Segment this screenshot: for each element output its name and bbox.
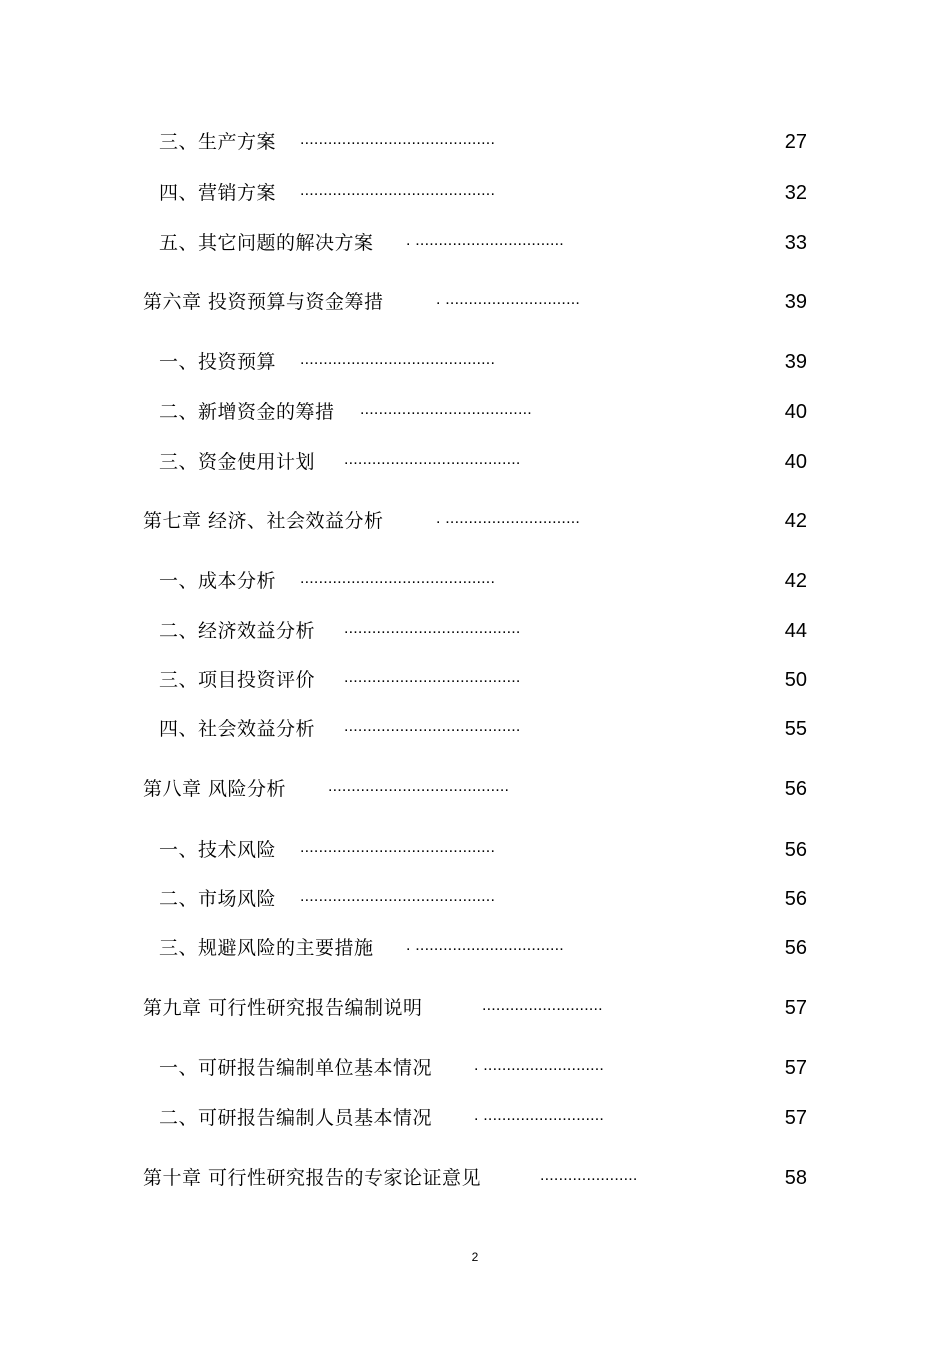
toc-page-number: 56 bbox=[784, 839, 807, 861]
toc-entry-other-issues[interactable] bbox=[0, 227, 950, 259]
toc-page-number: 42 bbox=[784, 570, 807, 592]
toc-entry-economic-benefit[interactable] bbox=[0, 615, 950, 647]
toc-dot-leader: . ............................. bbox=[436, 510, 581, 527]
toc-dot-leader: .......................................... bbox=[300, 839, 496, 856]
toc-entry-investment-evaluation[interactable] bbox=[0, 664, 950, 696]
toc-entry-new-funding[interactable] bbox=[0, 396, 950, 428]
toc-dot-leader: ...................................... bbox=[344, 669, 521, 686]
toc-entry-compiling-staff[interactable] bbox=[0, 1102, 950, 1134]
toc-entry-title: 二、可研报告编制人员基本情况 bbox=[159, 1107, 433, 1129]
toc-entry-title: 四、营销方案 bbox=[159, 182, 277, 204]
toc-entry-title: 三、资金使用计划 bbox=[159, 451, 316, 473]
toc-page-number: 56 bbox=[784, 937, 807, 959]
toc-entry-title: 三、规避风险的主要措施 bbox=[159, 937, 374, 959]
toc-dot-leader: ...................................... bbox=[344, 718, 521, 735]
toc-dot-leader: .......................................... bbox=[300, 351, 496, 368]
toc-entry-title: 第八章 风险分析 bbox=[143, 778, 287, 800]
toc-entry-title: 第七章 经济、社会效益分析 bbox=[143, 510, 384, 532]
toc-entry-title: 二、新增资金的筹措 bbox=[159, 401, 335, 423]
toc-entry-title: 三、项目投资评价 bbox=[159, 669, 316, 691]
toc-entry-title: 一、成本分析 bbox=[159, 570, 277, 592]
toc-entry-chapter-7[interactable] bbox=[0, 505, 950, 537]
toc-entry-chapter-10[interactable] bbox=[0, 1162, 950, 1194]
toc-entry-social-benefit[interactable] bbox=[0, 713, 950, 745]
toc-entry-fund-use-plan[interactable] bbox=[0, 446, 950, 478]
toc-dot-leader: .......................................... bbox=[300, 570, 496, 587]
toc-entry-title: 三、生产方案 bbox=[159, 131, 277, 153]
toc-dot-leader: . ................................ bbox=[406, 937, 564, 954]
toc-dot-leader: . ............................. bbox=[436, 291, 581, 308]
toc-entry-title: 二、市场风险 bbox=[159, 888, 277, 910]
toc-entry-chapter-9[interactable] bbox=[0, 992, 950, 1024]
toc-entry-chapter-8[interactable] bbox=[0, 773, 950, 805]
toc-page-number: 57 bbox=[784, 1057, 807, 1079]
toc-page-number: 32 bbox=[784, 182, 807, 204]
toc-dot-leader: ....................................... bbox=[328, 778, 510, 795]
toc-page-number: 42 bbox=[784, 510, 807, 532]
toc-dot-leader: ..................................... bbox=[360, 401, 532, 418]
toc-entry-chapter-6[interactable] bbox=[0, 286, 950, 318]
toc-entry-title: 一、技术风险 bbox=[159, 839, 277, 861]
toc-entry-title: 一、可研报告编制单位基本情况 bbox=[159, 1057, 433, 1079]
toc-dot-leader: .......................... bbox=[482, 997, 603, 1014]
toc-entry-title: 五、其它问题的解决方案 bbox=[159, 232, 374, 254]
toc-page-number: 44 bbox=[784, 620, 807, 642]
toc-page-number: 39 bbox=[784, 291, 807, 313]
toc-entry-title: 第六章 投资预算与资金筹措 bbox=[143, 291, 384, 313]
toc-entry-market-risk[interactable] bbox=[0, 883, 950, 915]
toc-page-number: 27 bbox=[784, 131, 807, 153]
toc-page-number: 58 bbox=[784, 1167, 807, 1189]
toc-dot-leader: ...................................... bbox=[344, 451, 521, 468]
toc-page-number: 33 bbox=[784, 232, 807, 254]
toc-dot-leader: .......................................... bbox=[300, 182, 496, 199]
toc-entry-technical-risk[interactable] bbox=[0, 834, 950, 866]
toc-dot-leader: . .......................... bbox=[474, 1057, 605, 1074]
toc-dot-leader: ..................... bbox=[540, 1167, 638, 1184]
toc-dot-leader: . .......................... bbox=[474, 1107, 605, 1124]
toc-page-number: 57 bbox=[784, 997, 807, 1019]
toc-entry-title: 一、投资预算 bbox=[159, 351, 277, 373]
toc-entry-marketing-plan[interactable] bbox=[0, 177, 950, 209]
toc-dot-leader: . ................................ bbox=[406, 232, 564, 249]
toc-entry-compiling-unit[interactable] bbox=[0, 1052, 950, 1084]
toc-entry-cost-analysis[interactable] bbox=[0, 565, 950, 597]
toc-entry-title: 二、经济效益分析 bbox=[159, 620, 316, 642]
toc-page-number: 57 bbox=[784, 1107, 807, 1129]
toc-page-number: 40 bbox=[784, 451, 807, 473]
toc-entry-investment-budget[interactable] bbox=[0, 346, 950, 378]
toc-page-number: 39 bbox=[784, 351, 807, 373]
toc-entry-production-plan[interactable] bbox=[0, 126, 950, 158]
toc-page-number: 56 bbox=[784, 778, 807, 800]
toc-dot-leader: .......................................... bbox=[300, 888, 496, 905]
toc-page-number: 40 bbox=[784, 401, 807, 423]
toc-page-number: 56 bbox=[784, 888, 807, 910]
toc-page-number: 50 bbox=[784, 669, 807, 691]
toc-entry-title: 第十章 可行性研究报告的专家论证意见 bbox=[143, 1167, 482, 1189]
page-footer-number: 2 bbox=[471, 1250, 479, 1264]
toc-dot-leader: .......................................... bbox=[300, 131, 496, 148]
toc-entry-title: 第九章 可行性研究报告编制说明 bbox=[143, 997, 423, 1019]
toc-entry-title: 四、社会效益分析 bbox=[159, 718, 316, 740]
toc-dot-leader: ...................................... bbox=[344, 620, 521, 637]
toc-entry-risk-avoidance[interactable] bbox=[0, 932, 950, 964]
toc-page-number: 55 bbox=[784, 718, 807, 740]
